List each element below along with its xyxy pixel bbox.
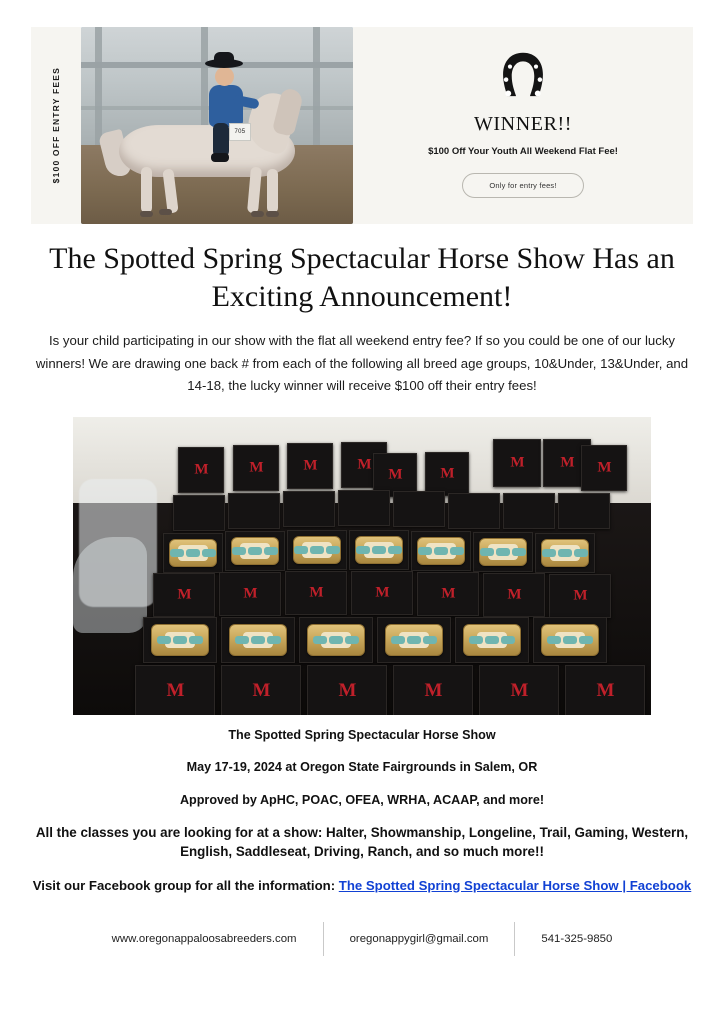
box-logo: M (249, 459, 263, 476)
arena-post (95, 27, 102, 149)
buckle-box (565, 665, 645, 715)
intro-paragraph: Is your child participating in our show with the flat all weekend entry fee? If so you could be one of our lucky winners! We are drawing one back # from each of the following all breed age groups, 10&Under, 13&Under, and 14-18, the lucky winner will receive $100 off their entry fees! (35, 333, 689, 394)
buckle-box (549, 574, 611, 618)
trophy-buckle (541, 539, 589, 567)
rider-number-tag: 705 (229, 123, 251, 141)
box-logo: M (303, 457, 317, 474)
box-logo: M (194, 461, 208, 478)
rider-photo-container (81, 27, 353, 224)
buckle-box (307, 665, 387, 715)
banner-side-label (31, 27, 81, 224)
box-logo: M (166, 680, 184, 701)
buckle-box (135, 665, 215, 715)
horse-hoof (251, 211, 264, 217)
winner-title: WINNER!! (473, 112, 573, 135)
rider-photo (81, 27, 353, 224)
rider-torso (209, 85, 243, 127)
trophy-buckle (479, 538, 527, 566)
buckle-box (173, 495, 225, 531)
footer-contact-bar (32, 922, 692, 956)
box-logo: M (357, 456, 371, 473)
trophy-buckle (231, 537, 279, 565)
trophy-buckle (229, 624, 287, 656)
horse-leg (267, 169, 278, 213)
box-logo: M (596, 680, 614, 701)
facebook-group-link[interactable]: The Spotted Spring Spectacular Horse Show | Facebook (338, 877, 692, 893)
detail-visit (28, 876, 696, 895)
page-title: The Spotted Spring Spectacular Horse Show Has an Exciting Announcement! (49, 242, 675, 314)
detail-classes: All the classes you are looking for at a show: Halter, Showmanship, Longeline, Trail, Gaming, Western, English, Saddleseat, Driving, Ranch, and so much more!! (35, 824, 689, 860)
visit-prefix-text: Visit our Facebook group for all the information: (32, 877, 336, 893)
horse-hoof (140, 211, 153, 217)
buckle-box (448, 493, 500, 529)
box-logo: M (309, 584, 323, 601)
box-logo: M (597, 459, 611, 476)
rider-head (215, 67, 234, 86)
buckle-box (493, 439, 541, 487)
box-logo: M (252, 680, 270, 701)
box-logo: M (177, 586, 191, 603)
entry-fees-pill: Only for entry fees! (462, 173, 583, 198)
banner-subtitle: $100 Off Your Youth All Weekend Flat Fee! (428, 145, 618, 157)
horse-leg (141, 167, 152, 213)
footer-website[interactable]: www.oregonappaloosabreeders.com (111, 933, 297, 945)
buckle-box (178, 447, 224, 493)
trophy-buckle (293, 536, 341, 564)
box-logo: M (375, 584, 389, 601)
show-details (28, 726, 696, 899)
plastic-wrap (73, 537, 147, 633)
buckle-box (417, 572, 479, 616)
footer-phone[interactable]: 541-325-9850 (541, 933, 613, 945)
cowboy-hat-brim (205, 59, 243, 68)
buckle-box (219, 572, 281, 616)
buckle-box (503, 493, 555, 529)
entry-fee-vertical-label: $100 OFF ENTRY FEES (51, 67, 61, 184)
buckle-box (479, 665, 559, 715)
rider-boot (211, 153, 229, 162)
banner-message (353, 27, 693, 224)
trophy-buckle (417, 537, 465, 565)
box-logo: M (243, 585, 257, 602)
horseshoe-icon (495, 51, 551, 103)
horse-hoof (266, 211, 279, 217)
trophy-buckle (463, 624, 521, 656)
arena-post (313, 27, 320, 149)
trophy-buckle (541, 624, 599, 656)
buckle-box (393, 665, 473, 715)
buckle-box (153, 573, 215, 617)
buckle-box (338, 490, 390, 526)
box-logo: M (560, 454, 574, 471)
buckle-box (233, 445, 279, 491)
trophy-buckle (169, 539, 217, 567)
box-logo: M (573, 587, 587, 604)
buckle-box (283, 491, 335, 527)
trophy-buckle (355, 536, 403, 564)
buckle-box (483, 573, 545, 617)
detail-approvals: Approved by ApHC, POAC, OFEA, WRHA, ACAAP, and more! (179, 792, 545, 807)
box-logo: M (338, 680, 356, 701)
trophy-buckle (307, 624, 365, 656)
box-logo: M (388, 466, 402, 483)
footer-email[interactable]: oregonappygirl@gmail.com (349, 933, 489, 945)
buckle-box (558, 493, 610, 529)
box-logo: M (441, 585, 455, 602)
detail-show-name: The Spotted Spring Spectacular Horse Show (228, 728, 496, 742)
buckle-box (228, 493, 280, 529)
buckle-box (285, 571, 347, 615)
promo-banner (31, 27, 693, 224)
horse-hoof (159, 209, 172, 215)
box-logo: M (440, 465, 454, 482)
buckles-photo (73, 417, 651, 715)
buckle-box (221, 665, 301, 715)
trophy-buckle (385, 624, 443, 656)
buckle-box (425, 452, 469, 496)
buckle-box (393, 491, 445, 527)
box-logo: M (424, 680, 442, 701)
buckle-box (351, 571, 413, 615)
buckle-box (287, 443, 333, 489)
buckle-box (581, 445, 627, 491)
box-logo: M (507, 586, 521, 603)
detail-date-location: May 17-19, 2024 at Oregon State Fairgrounds in Salem, OR (186, 760, 538, 775)
box-logo: M (510, 680, 528, 701)
trophy-buckle (151, 624, 209, 656)
box-logo: M (510, 454, 524, 471)
rider-leg (213, 123, 229, 157)
